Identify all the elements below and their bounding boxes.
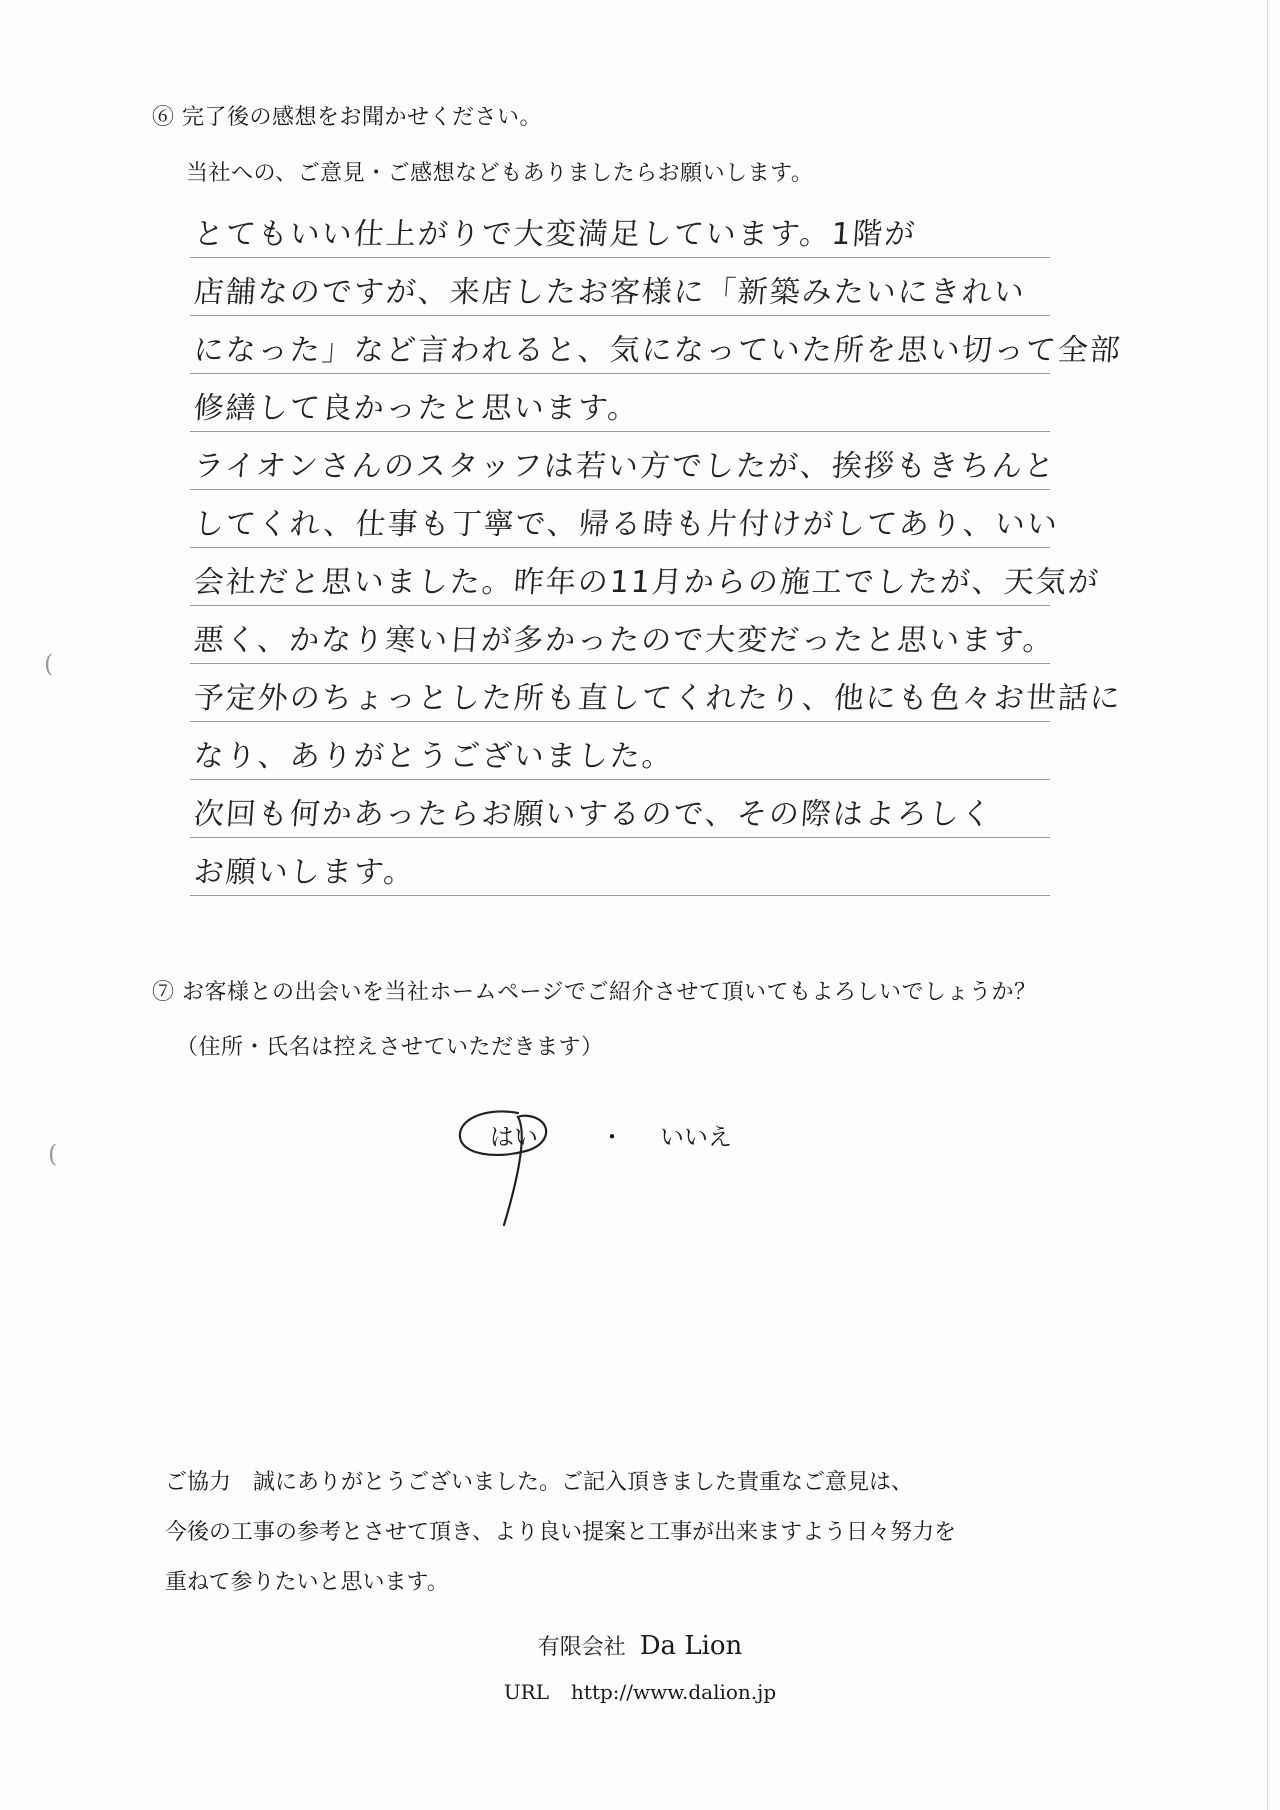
choice-separator: ・	[600, 1123, 624, 1151]
answer-line	[190, 548, 1102, 606]
answer-text: 修繕して良かったと思います。	[192, 391, 641, 426]
answer-line	[190, 606, 1056, 664]
url-label: URL	[503, 1680, 550, 1704]
answer-text: なり、ありがとうございました。	[192, 739, 675, 774]
answer-line	[190, 722, 1050, 780]
answer-line	[190, 432, 1058, 490]
scan-edge-line	[1267, 0, 1268, 1810]
answer-line	[190, 200, 1050, 258]
answer-line	[190, 838, 1050, 896]
question6-title: ⑥ 完了後の感想をお聞かせください。	[152, 105, 542, 130]
answer-text: お願いします。	[192, 855, 417, 890]
answer-line	[190, 316, 1123, 374]
question7-title: ⑦ お客様との出会いを当社ホームページでご紹介させて頂いてもよろしいでしょうか？	[152, 980, 1037, 1005]
answer-text: とてもいい仕上がりで大変満足しています。1階が	[192, 217, 918, 252]
answer-text: 会社だと思いました。昨年の11月からの施工でしたが、天気が	[192, 565, 1102, 600]
binding-mark: (	[48, 1140, 58, 1168]
url-link[interactable]: http://www.dalion.jp	[571, 1680, 777, 1704]
answer-text: ライオンさんのスタッフは若い方でしたが、挨拶もきちんと	[192, 449, 1058, 484]
answer-line	[190, 664, 1123, 722]
closing-line: 重ねて参りたいと思います。	[165, 1570, 449, 1595]
answer-text: 店舗なのですが、来店したお客様に「新築みたいにきれい	[192, 275, 1027, 310]
company-url	[0, 1680, 1280, 1704]
consent-choices	[0, 1105, 1280, 1225]
answer-line	[190, 374, 1050, 432]
answer-line	[190, 780, 1050, 838]
answer-text: 予定外のちょっとした所も直してくれたり、他にも色々お世話に	[192, 681, 1123, 716]
answer-line	[190, 258, 1050, 316]
closing-line: ご協力 誠にありがとうございました。ご記入頂きました貴重なご意見は、	[165, 1470, 914, 1495]
binding-mark: (	[44, 650, 54, 678]
answer-text: 次回も何かあったらお願いするので、その際はよろしく	[192, 797, 995, 832]
company-prefix: 有限会社	[537, 1635, 626, 1660]
company-name	[0, 1630, 1280, 1661]
company-brand: Da Lion	[639, 1631, 743, 1661]
answer-line	[190, 490, 1061, 548]
choice-yes[interactable]: はい	[490, 1123, 538, 1151]
answer-text: 悪く、かなり寒い日が多かったので大変だったと思います。	[192, 623, 1056, 658]
closing-line: 今後の工事の参考とさせて頂き、より良い提案と工事が出来ますよう日々努力を	[165, 1520, 957, 1545]
answer-text: してくれ、仕事も丁寧で、帰る時も片付けがしてあり、いい	[192, 507, 1061, 542]
choice-no[interactable]: いいえ	[660, 1123, 732, 1151]
answer-text: になった」など言われると、気になっていた所を思い切って全部	[192, 333, 1123, 368]
handwritten-answer-area	[190, 200, 1123, 896]
closing-message	[165, 1458, 956, 1608]
question7-subtitle: （住所・氏名は控えさせていただきます）	[176, 1035, 604, 1060]
question6-subtitle: 当社への、ご意見・ご感想などもありましたらお願いします。	[186, 161, 814, 186]
